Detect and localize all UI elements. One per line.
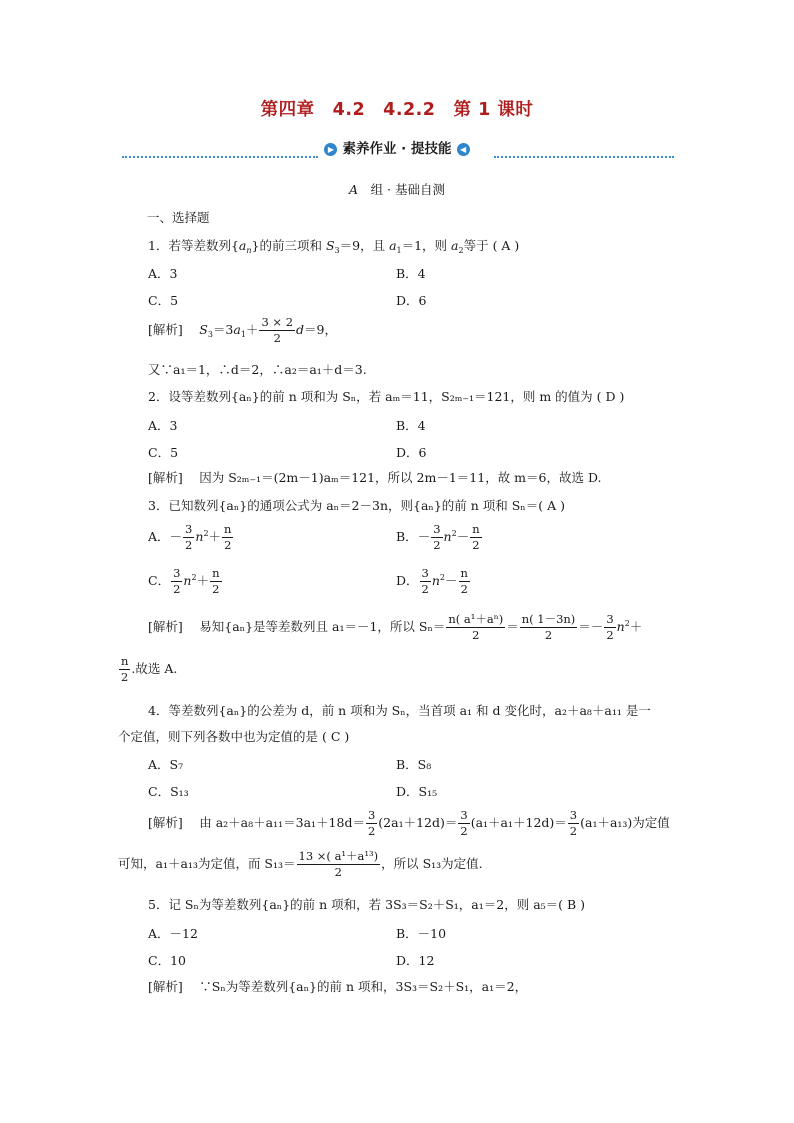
question-4-line1: 4．等差数列{aₙ}的公差为 d，前 n 项和为 Sₙ，当首项 a₁ 和 d 变化时，a₂＋a₈＋a₁₁ 是一	[148, 703, 651, 718]
q4-option-a: A．S₇	[148, 757, 184, 772]
q4-option-b: B．S₈	[396, 757, 432, 772]
q1-option-d: D．6	[396, 293, 427, 308]
question-2: 2．设等差数列{aₙ}的前 n 项和为 Sₙ，若 aₘ＝11，S₂ₘ₋₁＝121，则 m 的值为 ( D )	[148, 389, 625, 404]
question-5: 5．记 Sₙ为等差数列{aₙ}的前 n 项和，若 3S₃＝S₂＋S₁，a₁＝2，则 a₅＝( B )	[148, 897, 586, 912]
play-right-icon: ▶	[324, 143, 337, 156]
q2-option-c: C．5	[148, 445, 179, 460]
q2-option-a: A．3	[148, 418, 178, 433]
question-1: 1．若等差数列$\{a_n\}$的前三项和 $S_3=9$，且 $a_1=1$，则 $a_2$等于 ( A )	[148, 238, 520, 255]
fraction: $\frac{3 \times 2}{2}$	[261, 315, 294, 345]
q2-option-b: B．4	[396, 418, 426, 433]
q3-option-c: C． $\frac{3}{2}$ $n^2+$ $\frac{n}{2}$	[148, 566, 220, 596]
question-4-line2: 个定值，则下列各数中也为定值的是 ( C )	[118, 729, 350, 744]
q4-solution-line2: 可知，a₁＋a₁₃为定值，而 S₁₃＝ $\frac{\text{13 ×( a¹＋a¹³)}}{2}$ ，所以 S₁₃为定值.	[118, 849, 483, 879]
q1-solution: [解析] $S_3=3a_1+$ $\frac{3 \times 2}{2}$ d＝9，	[148, 315, 337, 345]
q3-solution: [解析] 易知{aₙ}是等差数列且 a₁＝－1，所以 Sₙ＝ $\frac{\text{n( a¹＋aⁿ)}}{2}$ ＝ $\frac{n( 1-3n)}{2}$ ＝－ $\frac{3}{2}$ $n^2+$	[148, 612, 643, 642]
group-heading	[0, 180, 794, 198]
q5-option-c: C．10	[148, 953, 186, 968]
q3-option-b: B．－ $\frac{3}{2}$ $n^2-$ $\frac{n}{2}$	[396, 522, 480, 552]
q1-solution-line2: 又∵a₁＝1，∴d＝2，∴a₂＝a₁＋d＝3.	[148, 362, 367, 377]
q1-option-a: A．3	[148, 266, 178, 281]
q2-solution: [解析] 因为 S₂ₘ₋₁＝(2m－1)aₘ＝121，所以 2m－1＝11，故 m＝6，故选 D.	[148, 470, 602, 485]
group-letter: A	[349, 182, 359, 197]
q4-option-d: D．S₁₅	[396, 784, 438, 799]
q3-option-d: D． $\frac{3}{2}$ $n^2-$ $\frac{n}{2}$	[396, 566, 468, 596]
page-title: 第四章 4.2 4.2.2 第 1 课时	[260, 100, 534, 120]
q3-option-a: A．－ $\frac{3}{2}$ $n^2+$ $\frac{n}{2}$	[148, 522, 232, 552]
q4-option-c: C．S₁₃	[148, 784, 189, 799]
question-3: 3．已知数列{aₙ}的通项公式为 aₙ＝2－3n，则{aₙ}的前 n 项和 Sₙ＝( A )	[148, 498, 565, 513]
q5-option-b: B．－10	[396, 926, 447, 941]
play-left-icon: ◀	[457, 143, 470, 156]
banner-text: 素养作业 · 提技能	[342, 141, 452, 157]
q1-option-b: B．4	[396, 266, 426, 281]
q1-option-c: C．5	[148, 293, 179, 308]
q2-option-d: D．6	[396, 445, 427, 460]
solution-label: [解析]	[148, 322, 183, 337]
q5-option-a: A．－12	[148, 926, 198, 941]
q4-solution: [解析] 由 a₂＋a₈＋a₁₁＝3a₁＋18d＝ $\frac{3}{2}$ (2a₁＋12d)＝ $\frac{3}{2}$ (a₁＋a₁＋12d)＝ $\frac{3}{2}$ (a₁＋a₁₃)为定值	[148, 808, 670, 838]
group-text: 组 · 基础自测	[370, 182, 445, 197]
q5-solution: [解析] ∵Sₙ为等差数列{aₙ}的前 n 项和，3S₃＝S₂＋S₁，a₁＝2，	[148, 979, 528, 994]
section-heading: 一、选择题	[147, 210, 210, 225]
q3-solution-line2: $\frac{n}{2}$ .故选 A.	[121, 654, 178, 684]
section-banner	[0, 137, 794, 157]
q5-option-d: D．12	[396, 953, 435, 968]
